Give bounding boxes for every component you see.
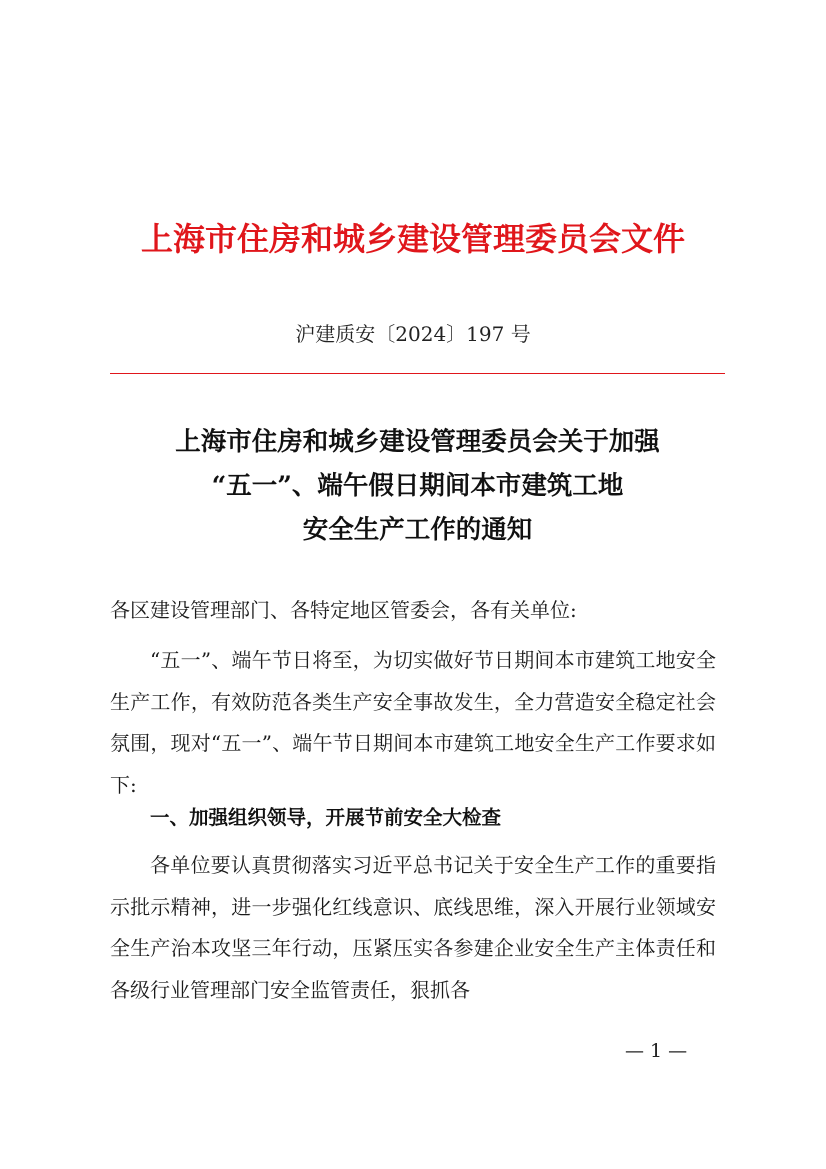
issuer-header: 上海市住房和城乡建设管理委员会文件 [140, 220, 685, 258]
title-line-3: 安全生产工作的通知 [302, 515, 533, 545]
red-divider [110, 373, 725, 374]
page-number: — 1 — [625, 1040, 688, 1062]
section-1-heading: 一、加强组织领导，开展节前安全大检查 [150, 806, 502, 829]
section-1-paragraph: 各单位要认真贯彻落实习近平总书记关于安全生产工作的重要指示批示精神，进一步强化红线意识、底线思维，深入开展行业领域安全生产治本攻坚三年行动，压紧压实各参建企业安全生产主体责任和各级行业管理部门安全监管责任，狠抓各 [110, 853, 716, 1002]
title-line-1: 上海市住房和城乡建设管理委员会关于加强 [175, 427, 660, 457]
addressee-line: 各区建设管理部门、各特定地区管委会，各有关单位: [110, 598, 577, 622]
document-number: 沪建质安〔2024〕197 号 [295, 322, 531, 346]
title-line-2: “五一”、端午假日期间本市建筑工地 [211, 471, 624, 501]
intro-paragraph: “五一”、端午节日将至，为切实做好节日期间本市建筑工地安全生产工作，有效防范各类生产安全事故发生，全力营造安全稳定社会氛围，现对“五一”、端午节日期间本市建筑工地安全生产工作要求如下: [110, 648, 716, 797]
document-title [110, 420, 725, 552]
